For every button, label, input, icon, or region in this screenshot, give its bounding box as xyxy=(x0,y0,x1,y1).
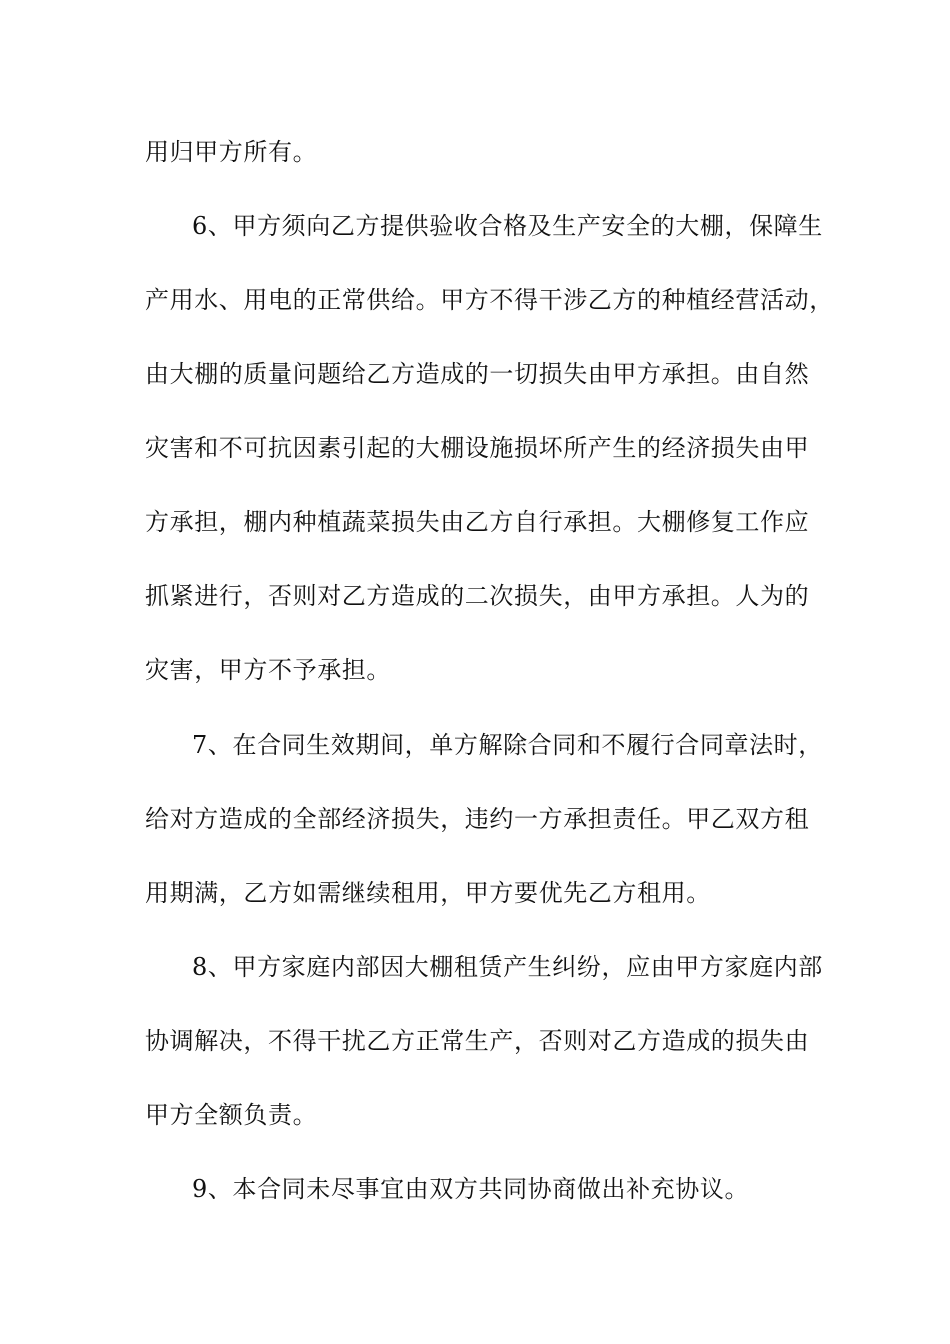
paragraph-9-start: 9、本合同未尽事宜由双方共同协商做出补充协议。 xyxy=(192,1175,750,1203)
text-line: 协调解决，不得干扰乙方正常生产，否则对乙方造成的损失由 xyxy=(145,1027,810,1055)
text-line: 灾害和不可抗因素引起的大棚设施损坏所产生的经济损失由甲 xyxy=(145,434,810,462)
text-line: 甲方全额负责。 xyxy=(145,1101,318,1129)
text-line: 产用水、用电的正常供给。甲方不得干涉乙方的种植经营活动， xyxy=(145,286,834,314)
text-line: 用归甲方所有。 xyxy=(145,138,318,166)
text-line: 灾害，甲方不予承担。 xyxy=(145,656,391,684)
paragraph-8-start: 8、甲方家庭内部因大棚租赁产生纠纷，应由甲方家庭内部 xyxy=(192,953,823,981)
text-line: 用期满，乙方如需继续租用，甲方要优先乙方租用。 xyxy=(145,879,711,907)
text-line: 由大棚的质量问题给乙方造成的一切损失由甲方承担。由自然 xyxy=(145,360,810,388)
text-line: 抓紧进行，否则对乙方造成的二次损失，由甲方承担。人为的 xyxy=(145,582,810,610)
text-line: 方承担，棚内种植蔬菜损失由乙方自行承担。大棚修复工作应 xyxy=(145,508,810,536)
text-line: 给对方造成的全部经济损失，违约一方承担责任。甲乙双方租 xyxy=(145,805,810,833)
paragraph-7-start: 7、在合同生效期间，单方解除合同和不履行合同章法时， xyxy=(192,731,823,759)
paragraph-6-start: 6、甲方须向乙方提供验收合格及生产安全的大棚，保障生 xyxy=(192,212,823,240)
